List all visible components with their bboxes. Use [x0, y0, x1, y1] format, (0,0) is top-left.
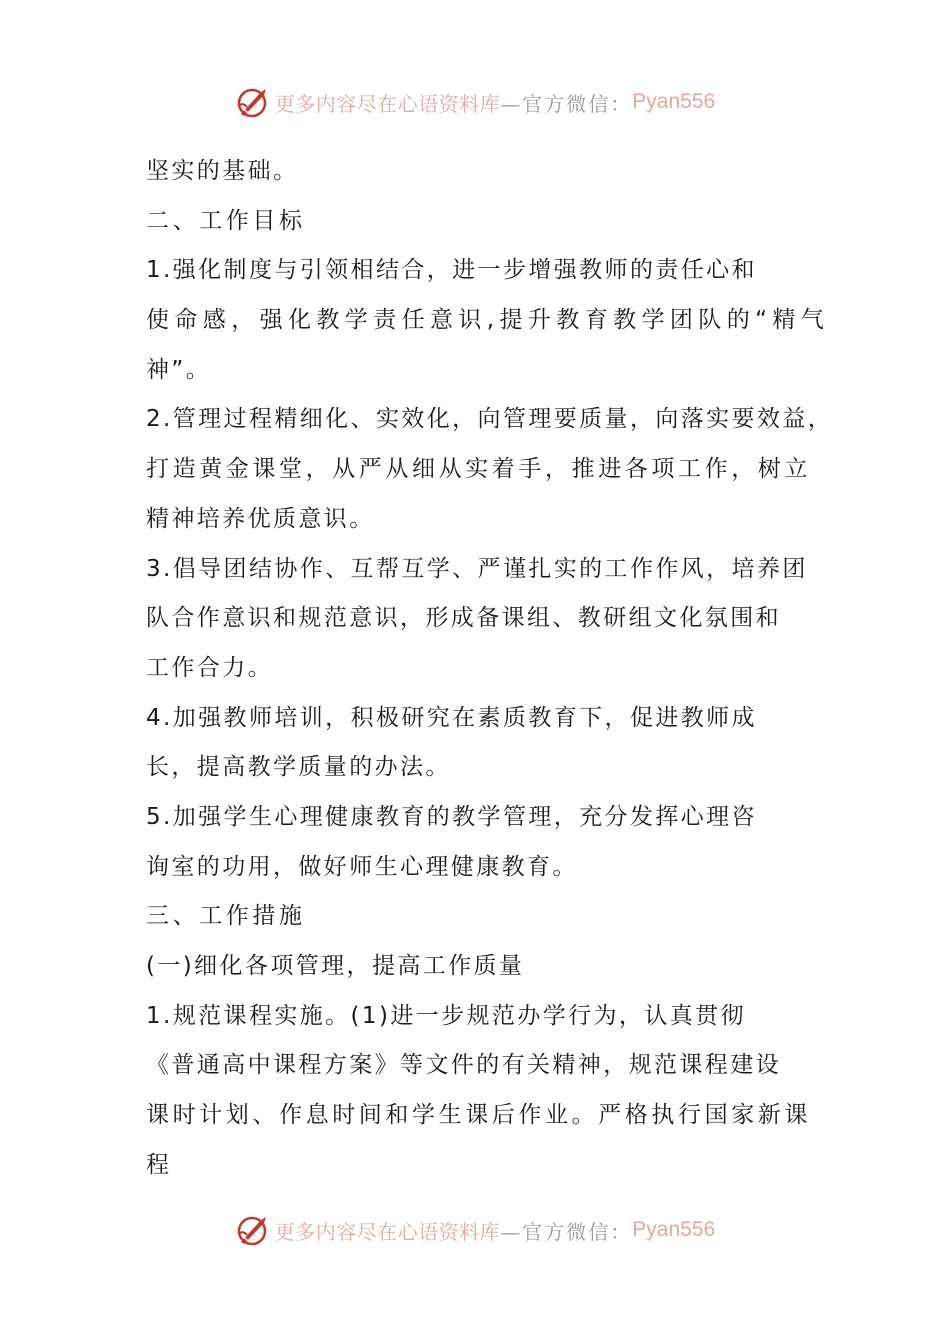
body-line: 队合作意识和规范意识，形成备课组、教研组文化氛围和 — [146, 605, 781, 632]
body-line: 课时计划、作息时间和学生课后作业。严格执行国家新课 — [146, 1102, 811, 1129]
body-line: 使命感，强化教学责任意识,提升教育教学团队的“精气 — [146, 307, 830, 334]
subsection-heading: (一)细化各项管理，提高工作质量 — [146, 953, 525, 979]
footer-banner — [0, 1210, 950, 1250]
body-line: 打造黄金课堂，从严从细从实着手，推进各项工作，树立 — [146, 456, 811, 483]
body-line: 5.加强学生心理健康教育的教学管理，充分发挥心理咨 — [146, 803, 757, 830]
banner-site-name: 更多内容尽在心语资料库 — [274, 91, 501, 116]
body-line: 1.强化制度与引领相结合，进一步增强教师的责任心和 — [146, 257, 757, 284]
document-body — [146, 147, 834, 1190]
body-line: 长，提高教学质量的办法。 — [146, 754, 451, 781]
pen-logo-icon — [235, 84, 271, 120]
body-line: 2.管理过程精细化、实效化，向管理要质量，向落实要效益， — [146, 406, 834, 433]
body-line: 4.加强教师培训，积极研究在素质教育下，促进教师成 — [146, 704, 757, 731]
banner-separator-label: —官方微信： — [500, 91, 633, 116]
banner-wechat-id: Pyan556 — [632, 90, 716, 113]
body-line: 3.倡导团结协作、互帮互学、严谨扎实的工作作风，培养团 — [146, 555, 808, 582]
section-heading: 三、工作措施 — [146, 903, 306, 930]
body-line: 程 — [146, 1151, 172, 1178]
pen-logo-icon — [235, 1212, 271, 1248]
body-line: 神”。 — [146, 356, 212, 383]
body-line: 工作合力。 — [146, 654, 273, 681]
banner-separator-label: —官方微信： — [500, 1219, 633, 1244]
banner-site-name: 更多内容尽在心语资料库 — [274, 1219, 501, 1244]
section-heading: 二、工作目标 — [146, 207, 306, 234]
header-banner — [0, 82, 950, 122]
body-line: 询室的功用，做好师生心理健康教育。 — [146, 853, 578, 880]
body-line: 坚实的基础。 — [146, 158, 299, 184]
body-line: 精神培养优质意识。 — [146, 505, 375, 532]
banner-wechat-id: Pyan556 — [632, 1218, 716, 1241]
body-line: 1.规范课程实施。(1)进一步规范办学行为，认真贯彻 — [146, 1002, 746, 1029]
body-line: 《普通高中课程方案》等文件的有关精神，规范课程建设 — [146, 1052, 781, 1079]
